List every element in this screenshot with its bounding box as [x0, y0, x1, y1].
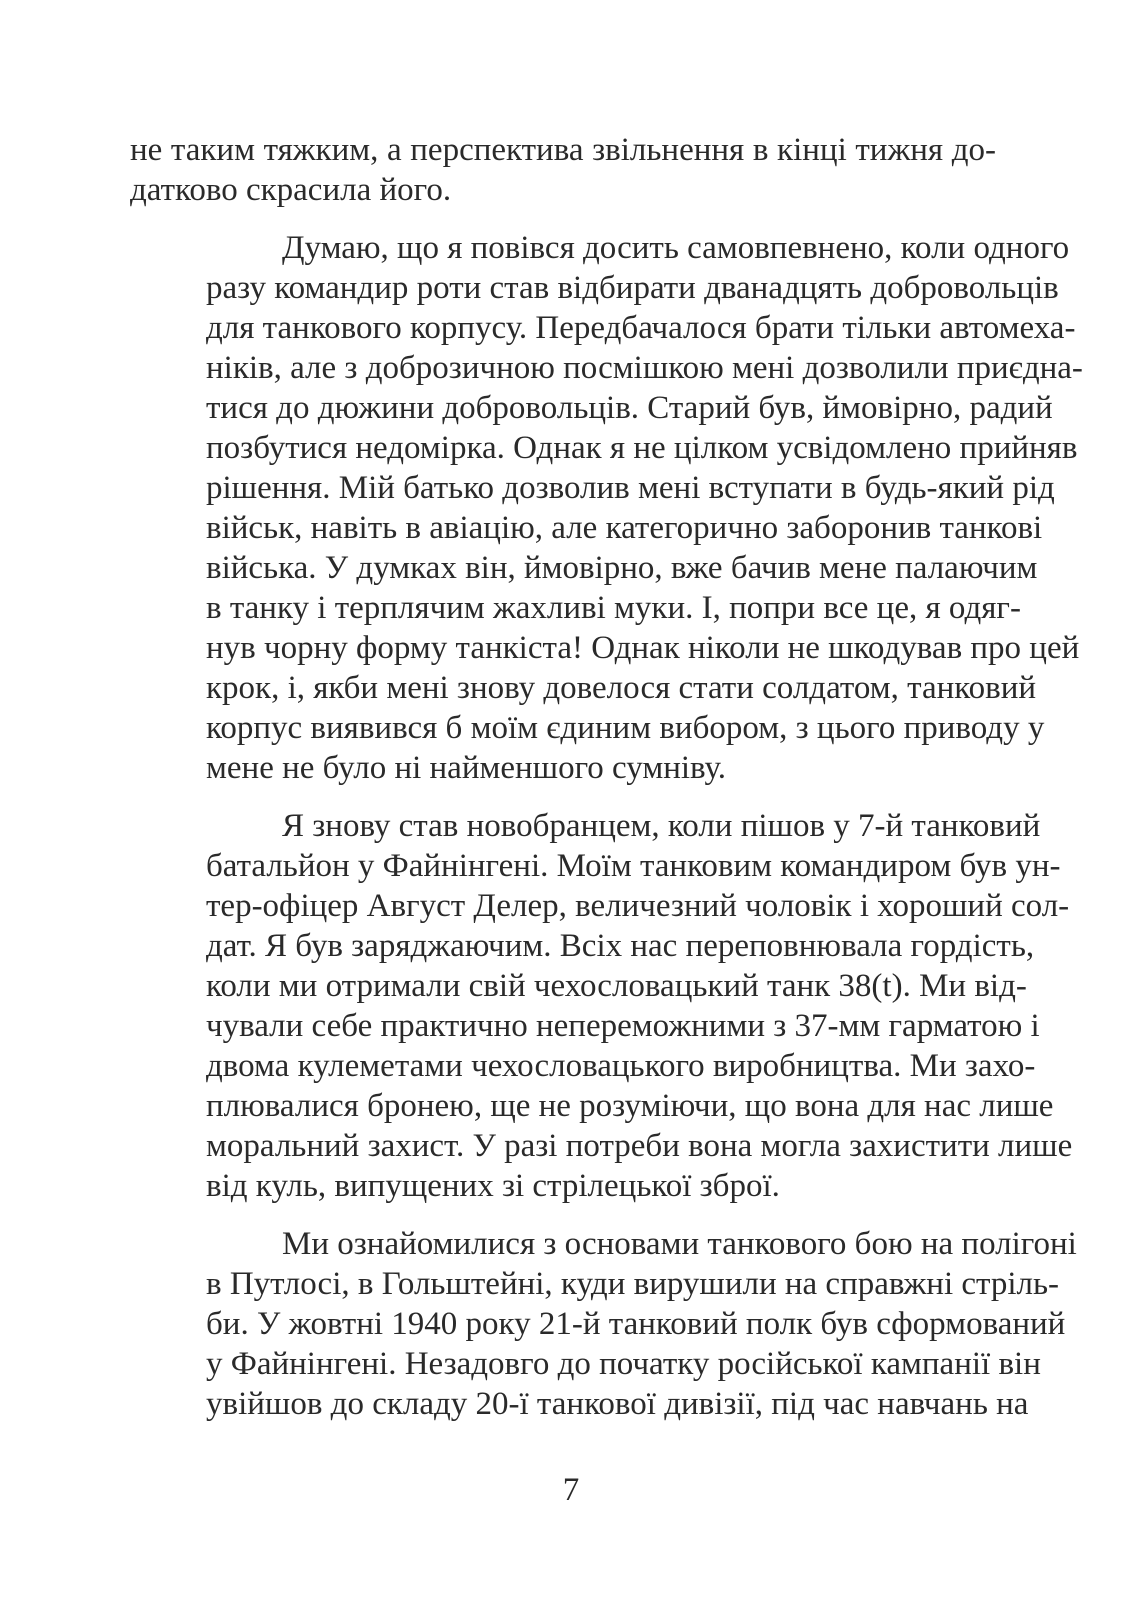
- paragraph: [130, 806, 1073, 1206]
- text-line: для танкового корпусу. Передбачалося брати тільки автомеха-: [206, 310, 1076, 346]
- paragraph: [130, 228, 1083, 788]
- text-line: в танку і терплячим жахливі муки. І, попри все це, я одяг-: [206, 590, 1021, 626]
- text-line: мене не було ні найменшого сумніву.: [206, 750, 726, 786]
- text-line: тися до дюжини добровольців. Старий був, ймовірно, радий: [206, 390, 1053, 426]
- text-line: плювалися бронею, ще не розуміючи, що вона для нас лише: [206, 1088, 1054, 1124]
- text-line: Я знову став новобранцем, коли пішов у 7-й танковий: [282, 808, 1041, 844]
- text-line: нув чорну форму танкіста! Однак ніколи не шкодував про цей: [206, 630, 1080, 666]
- text-line: у Файнінгені. Незадовго до початку російської кампанії він: [206, 1346, 1041, 1382]
- text-line: тер-офіцер Август Делер, величезний чоловік і хороший сол-: [206, 888, 1070, 924]
- paragraph: [130, 1224, 1077, 1424]
- text-line: в Путлосі, в Гольштейні, куди вирушили на справжні стріль-: [206, 1266, 1060, 1302]
- text-line: війська. У думках він, ймовірно, вже бачив мене палаючим: [206, 550, 1038, 586]
- body-text: [130, 130, 1083, 1442]
- text-line: датково скрасила його.: [130, 172, 452, 208]
- text-line: дат. Я був заряджаючим. Всіх нас переповнювала гордість,: [206, 928, 1035, 964]
- page-number: 7: [562, 1472, 580, 1508]
- text-line: моральний захист. У разі потреби вона могла захистити лише: [206, 1128, 1073, 1164]
- text-line: Думаю, що я повівся досить самовпевнено, коли одного: [282, 230, 1070, 266]
- text-line: двома кулеметами чехословацького виробництва. Ми захо-: [206, 1048, 1036, 1084]
- text-line: би. У жовтні 1940 року 21-й танковий полк був сформований: [206, 1306, 1066, 1342]
- text-line: чували себе практично непереможними з 37-мм гарматою і: [206, 1008, 1040, 1044]
- text-line: корпус виявився б моїм єдиним вибором, з цього приводу у: [206, 710, 1045, 746]
- text-line: увійшов до складу 20-ї танкової дивізії, під час навчань на: [206, 1386, 1029, 1422]
- text-line: не таким тяжким, а перспектива звільнення в кінці тижня до-: [130, 132, 996, 168]
- text-line: рішення. Мій батько дозволив мені вступати в будь-який рід: [206, 470, 1055, 506]
- text-line: від куль, випущених зі стрілецької зброї.: [206, 1168, 780, 1204]
- text-line: батальйон у Файнінгені. Моїм танковим командиром був ун-: [206, 848, 1061, 884]
- text-line: позбутися недомірка. Однак я не цілком усвідомлено прийняв: [206, 430, 1078, 466]
- text-line: разу командир роти став відбирати дванадцять добровольців: [206, 270, 1059, 306]
- text-line: Ми ознайомилися з основами танкового бою на полігоні: [282, 1226, 1077, 1262]
- text-line: крок, і, якби мені знову довелося стати солдатом, танковий: [206, 670, 1037, 706]
- text-line: коли ми отримали свій чехословацький танк 38(t). Ми від-: [206, 968, 1027, 1004]
- paragraph: [130, 130, 996, 210]
- text-line: ніків, але з доброзичною посмішкою мені дозволили приєдна-: [206, 350, 1083, 386]
- text-line: військ, навіть в авіацію, але категорично заборонив танкові: [206, 510, 1043, 546]
